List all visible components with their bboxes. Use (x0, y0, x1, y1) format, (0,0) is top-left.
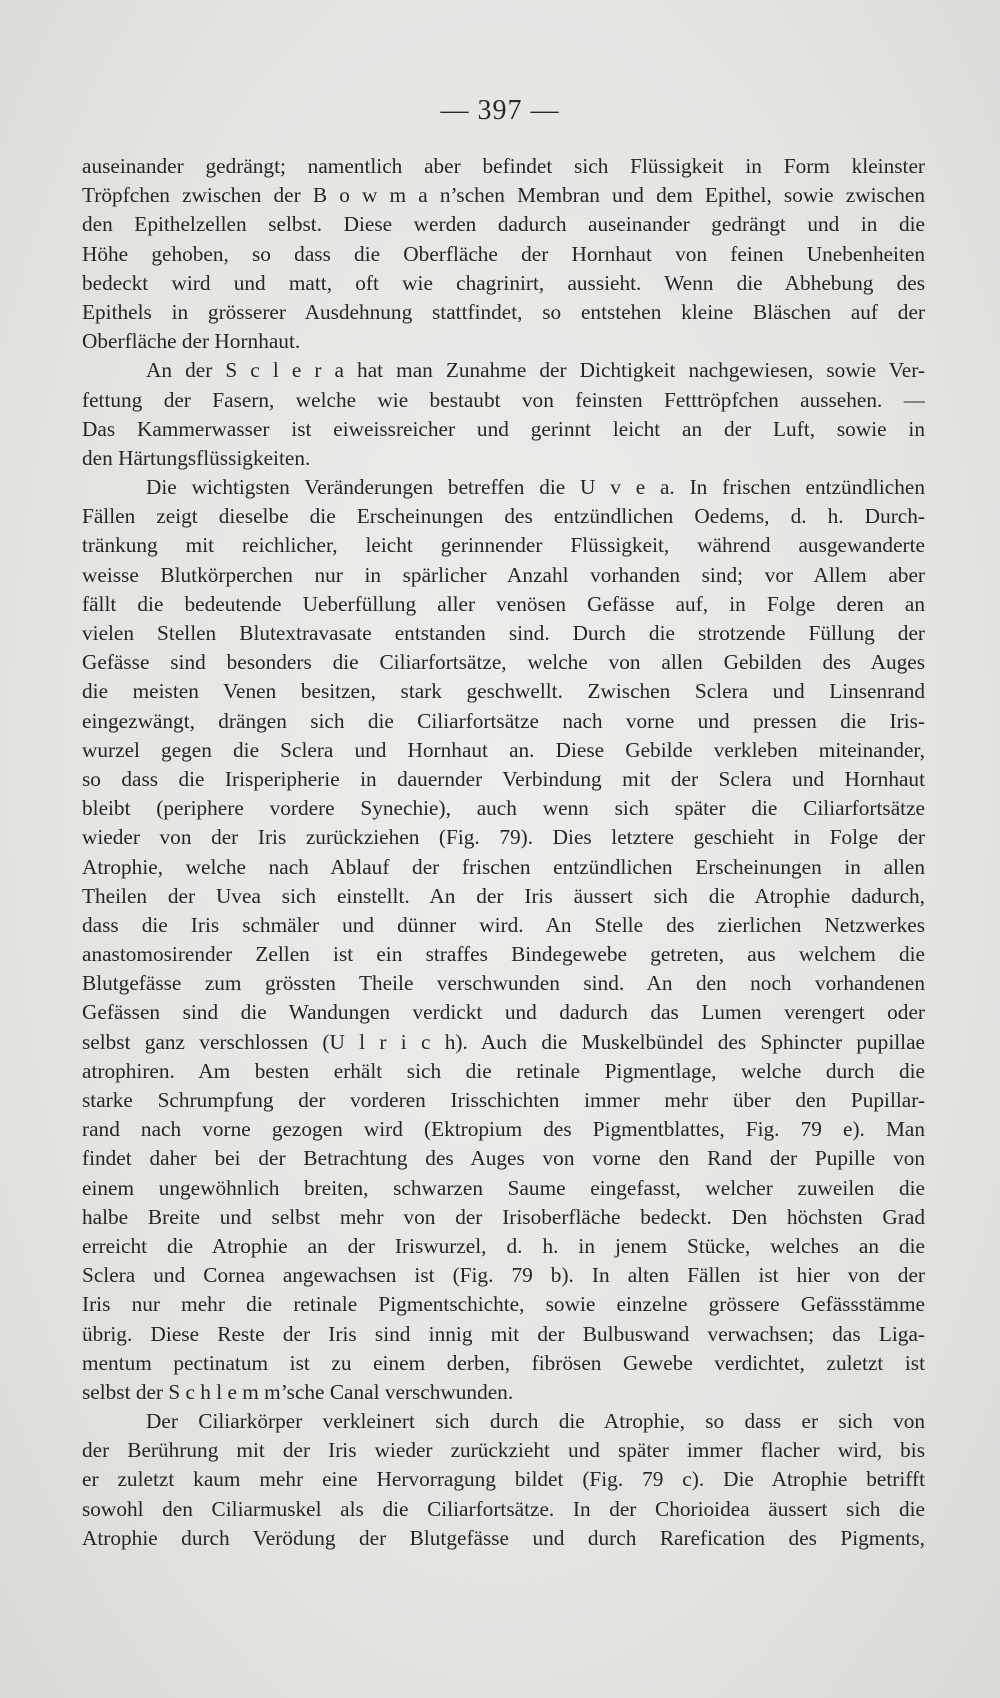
text-line: findet daher bei der Betrachtung des Auges von vorne den Rand der Pupille von (82, 1146, 925, 1171)
text-line: An der S c l e r a hat man Zunahme der Dichtigkeit nachgewiesen, sowie Ver- (146, 358, 925, 383)
text-line: so dass die Irisperipherie in dauernder Verbindung mit der Sclera und Hornhaut (82, 766, 925, 791)
text-line: fällt die bedeutende Ueberfüllung aller venösen Gefässe auf, in Folge deren an (82, 591, 925, 616)
text-line: weisse Blutkörperchen nur in spärlicher Anzahl vorhanden sind; vor Allem aber (82, 562, 925, 587)
text-line: Höhe gehoben, so dass die Oberfläche der Hornhaut von feinen Unebenheiten (82, 241, 925, 266)
page-number: — 397 — (440, 95, 560, 126)
text-line: rand nach vorne gezogen wird (Ektropium des Pigmentblattes, Fig. 79 e). Man (82, 1117, 925, 1142)
text-line: Atrophie, welche nach Ablauf der frischen entzündlichen Erscheinungen in allen (82, 854, 925, 879)
text-line: auseinander gedrängt; namentlich aber befindet sich Flüssigkeit in Form kleinster (82, 154, 925, 178)
text-line: Gefässen sind die Wandungen verdickt und dadurch das Lumen verengert oder (82, 1000, 925, 1025)
text-line: anastomosirender Zellen ist ein straffes Bindegewebe getreten, aus welchem die (82, 942, 925, 967)
body-text (82, 152, 925, 1553)
text-line: der Berührung mit der Iris wieder zurückzieht und später immer flacher wird, bis (82, 1438, 925, 1463)
text-line: halbe Breite und selbst mehr von der Irisoberfläche bedeckt. Den höchsten Grad (82, 1204, 925, 1229)
text-line: wieder von der Iris zurückziehen (Fig. 79). Dies letztere geschieht in Folge der (82, 825, 925, 850)
text-line: selbst der S c h l e m m’sche Canal verschwunden. (82, 1379, 514, 1404)
text-line: Sclera und Cornea angewachsen ist (Fig. 79 b). In alten Fällen ist hier von der (82, 1263, 925, 1288)
text-line: Iris nur mehr die retinale Pigmentschichte, sowie einzelne grössere Gefässstämme (82, 1292, 925, 1317)
text-line: Blutgefässe zum grössten Theile verschwunden sind. An den noch vorhandenen (82, 971, 925, 996)
text-line: Tröpfchen zwischen der B o w m a n’schen Membran und dem Epithel, sowie zwischen (82, 183, 925, 208)
text-line: dass die Iris schmäler und dünner wird. An Stelle des zierlichen Netzwerkes (82, 912, 925, 937)
text-line: übrig. Diese Reste der Iris sind innig mit der Bulbuswand verwachsen; das Liga- (82, 1321, 925, 1346)
text-line: er zuletzt kaum mehr eine Hervorragung bildet (Fig. 79 c). Die Atrophie betrifft (82, 1467, 925, 1492)
text-line: bedeckt wird und matt, oft wie chagrinirt, aussieht. Wenn die Abhebung des (82, 270, 925, 295)
text-line: starke Schrumpfung der vorderen Irisschichten immer mehr über den Pupillar- (82, 1088, 925, 1112)
text-line: Der Ciliarkörper verkleinert sich durch die Atrophie, so dass er sich von (146, 1409, 925, 1434)
text-line: Gefässe sind besonders die Ciliarfortsätze, welche von allen Gebilden des Auges (82, 650, 925, 675)
text-line: Theilen der Uvea sich einstellt. An der Iris äussert sich die Atrophie dadurch, (82, 883, 925, 908)
text-line: Epithels in grösserer Ausdehnung stattfindet, so entstehen kleine Bläschen auf der (82, 299, 925, 324)
text-line: wurzel gegen die Sclera und Hornhaut an. Diese Gebilde verkleben miteinander, (82, 737, 925, 762)
text-line: fettung der Fasern, welche wie bestaubt von feinsten Fetttröpfchen aussehen. — (82, 387, 925, 412)
text-line: erreicht die Atrophie an der Iriswurzel, d. h. in jenem Stücke, welches an die (82, 1233, 925, 1258)
text-line: vielen Stellen Blutextravasate entstanden sind. Durch die strotzende Füllung der (82, 621, 925, 645)
text-line: tränkung mit reichlicher, leicht gerinnender Flüssigkeit, während ausgewanderte (82, 533, 925, 558)
text-line: Atrophie durch Verödung der Blutgefässe und durch Rarefication des Pigments, (82, 1525, 925, 1550)
text-line: Die wichtigsten Veränderungen betreffen die U v e a. In frischen entzündlichen (146, 475, 925, 500)
text-line: eingezwängt, drängen sich die Ciliarfortsätze nach vorne und pressen die Iris- (82, 708, 925, 733)
text-line: Fällen zeigt dieselbe die Erscheinungen des entzündlichen Oedems, d. h. Durch- (82, 504, 925, 529)
text-line: bleibt (periphere vordere Synechie), auch wenn sich später die Ciliarfortsätze (82, 796, 925, 821)
text-line: mentum pectinatum ist zu einem derben, fibrösen Gewebe verdichtet, zuletzt ist (82, 1350, 925, 1375)
text-line: selbst ganz verschlossen (U l r i c h). Auch die Muskelbündel des Sphincter pupillae (82, 1029, 925, 1054)
text-line: atrophiren. Am besten erhält sich die retinale Pigmentlage, welche durch die (82, 1058, 925, 1083)
text-line: den Epithelzellen selbst. Diese werden dadurch auseinander gedrängt und in die (82, 212, 925, 237)
text-line: den Härtungsflüssigkeiten. (82, 445, 311, 470)
text-line: einem ungewöhnlich breiten, schwarzen Saume eingefasst, welcher zuweilen die (82, 1175, 925, 1200)
text-line: sowohl den Ciliarmuskel als die Ciliarfortsätze. In der Chorioidea äussert sich die (82, 1496, 925, 1521)
text-line: die meisten Venen besitzen, stark geschwellt. Zwischen Sclera und Linsenrand (82, 679, 925, 704)
text-line: Das Kammerwasser ist eiweissreicher und gerinnt leicht an der Luft, sowie in (82, 416, 925, 441)
text-line: Oberfläche der Hornhaut. (82, 329, 301, 354)
